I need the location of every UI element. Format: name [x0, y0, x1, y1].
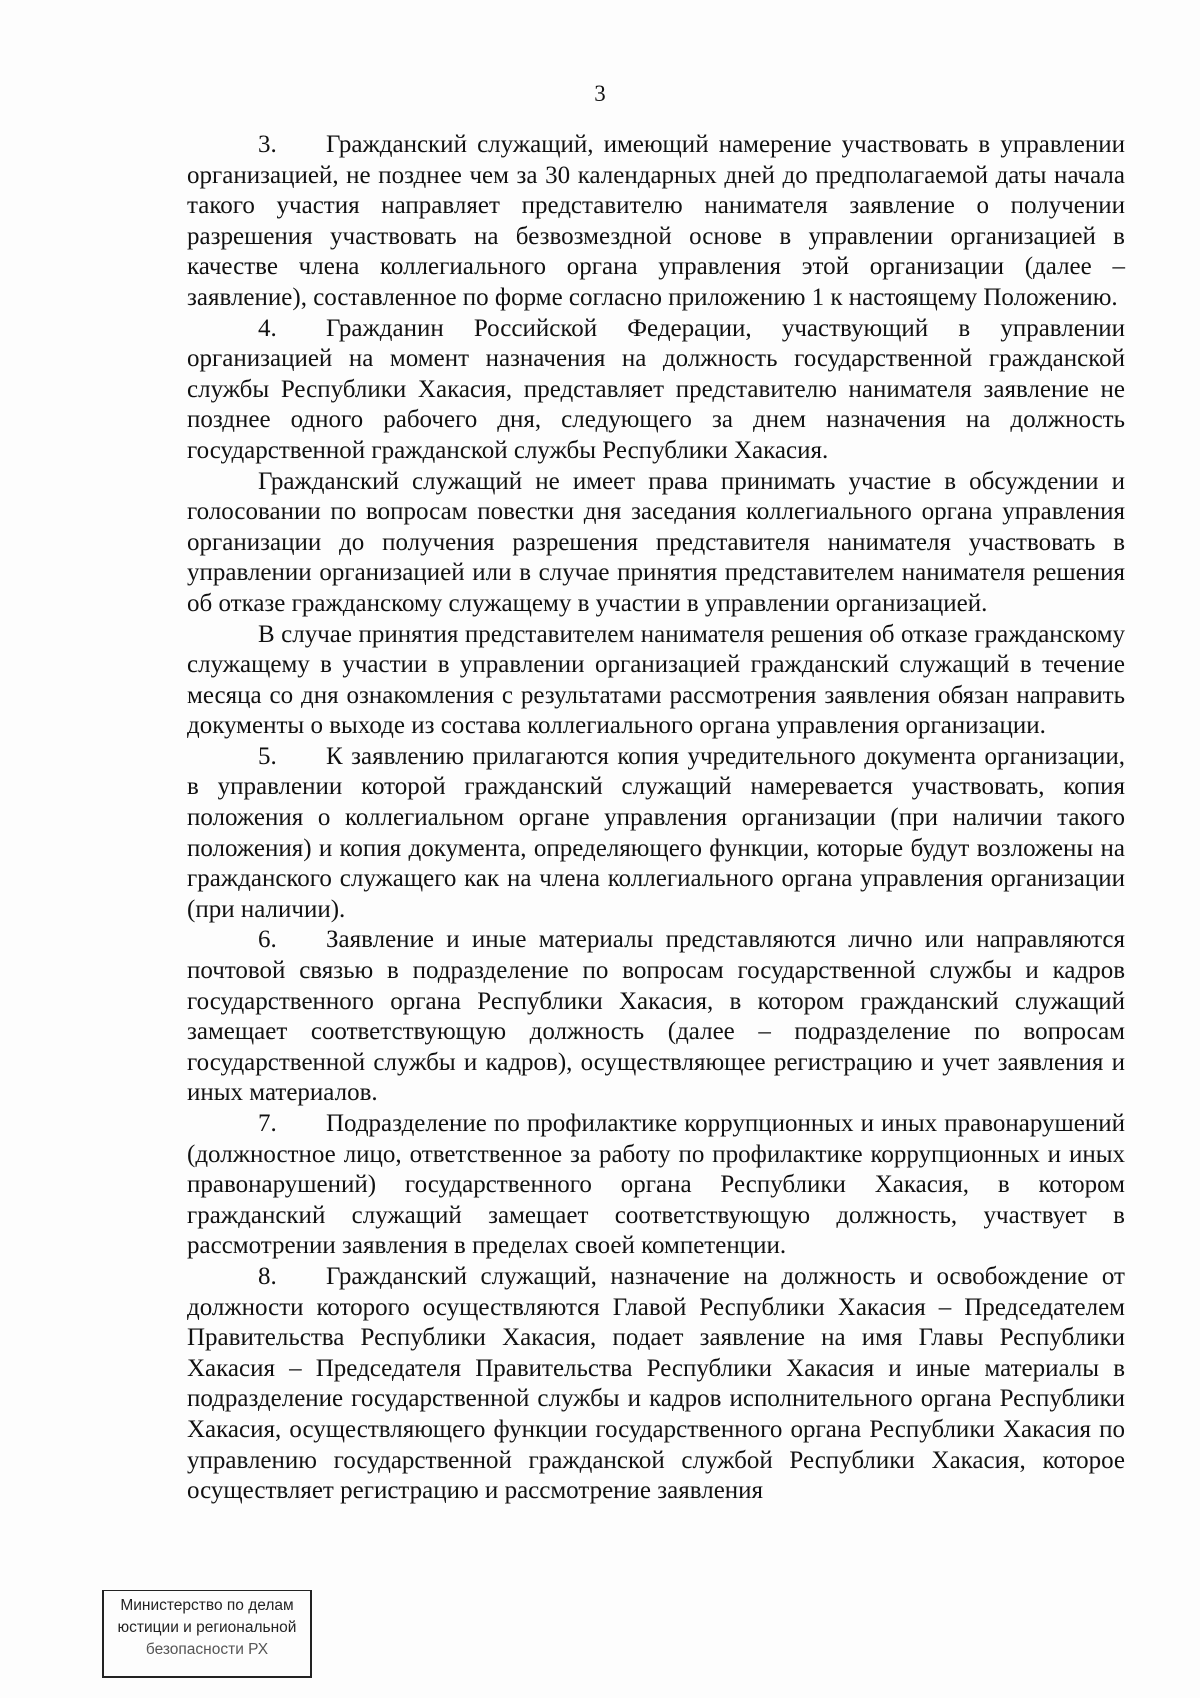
paragraph-text: К заявлению прилагаются копия учредительного документа организации, в управлении которой гражданский служащий намеревается участвовать, копия положения о коллегиальном органе управления организации (при наличии такого положения) и копия документа, определяющего функции, которые будут возложены на гражданского служащего как на члена коллегиального органа управления организации (при наличии).	[187, 742, 1125, 923]
paragraph-8	[187, 1262, 1125, 1507]
document-body	[187, 130, 1125, 1507]
paragraph-4-continued-1	[187, 467, 1125, 620]
paragraph-7	[187, 1109, 1125, 1262]
clause-number: 5.	[258, 742, 277, 770]
paragraph-6	[187, 925, 1125, 1109]
paragraph-4	[187, 314, 1125, 467]
clause-number: 8.	[258, 1262, 277, 1290]
paragraph-text: Гражданский служащий не имеет права принимать участие в обсуждении и голосовании по вопросам повестки дня заседания коллегиального органа управления организации до получения разрешения представителя нанимателя участвовать в управлении организацией или в случае принятия представителем нанимателя решения об отказе гражданскому служащему в участии в управлении организацией.	[187, 467, 1125, 617]
clause-number: 6.	[258, 926, 277, 954]
paragraph-4-continued-2	[187, 620, 1125, 742]
paragraph-text: Гражданин Российской Федерации, участвующий в управлении организацией на момент назначения на должность государственной гражданской службы Республики Хакасия, представляет представителю нанимателя заявление не позднее одного рабочего дня, следующего за днем назначения на должность государственной гражданской службы Республики Хакасия.	[187, 314, 1125, 464]
paragraph-3	[187, 130, 1125, 314]
stamp-line-3: безопасности РХ	[145, 1641, 269, 1658]
paragraph-text: Подразделение по профилактике коррупционных и иных правонарушений (должностное лицо, ответственное за работу по профилактике коррупционных и иных правонарушений) государственного органа Республики Хакасия, в котором гражданский служащий замещает соответствующую должность, участвует в рассмотрении заявления в пределах своей компетенции.	[187, 1110, 1125, 1260]
clause-number: 3.	[258, 131, 277, 158]
stamp-line-2: юстиции и региональной	[117, 1619, 297, 1636]
paragraph-5	[187, 742, 1125, 926]
stamp-line-1: Министерство по делам	[120, 1597, 294, 1614]
paragraph-text: Гражданский служащий, назначение на должность и освобождение от должности которого осуществляются Главой Республики Хакасия – Председателем Правительства Республики Хакасия, подает заявление на имя Главы Республики Хакасия – Председателя Правительства Республики Хакасия и иные материалы в подразделение государственной службы и кадров исполнительного органа Республики Хакасия, осуществляющего функции государственного органа Республики Хакасия по управлению государственной гражданской службой Республики Хакасия, которое осуществляет регистрацию и рассмотрение заявления	[187, 1262, 1125, 1505]
ministry-stamp	[102, 1590, 312, 1678]
paragraph-text: В случае принятия представителем нанимателя решения об отказе гражданскому служащему в участии в управлении организацией гражданский служащий в течение месяца со дня ознакомления с результатами рассмотрения заявления обязан направить документы о выходе из состава коллегиального органа управления организации.	[187, 620, 1125, 740]
paragraph-text: Гражданский служащий, имеющий намерение участвовать в управлении организацией, не позднее чем за 30 календарных дней до предполагаемой даты начала такого участия направляет представителю нанимателя заявление о получении разрешения участвовать на безвозмездной основе в управлении организацией в качестве члена коллегиального органа управления этой организации (далее – заявление), составленное по форме согласно приложению 1 к настоящему Положению.	[187, 131, 1125, 311]
clause-number: 4.	[258, 314, 277, 342]
clause-number: 7.	[258, 1110, 277, 1137]
paragraph-text: Заявление и иные материалы представляются лично или направляются почтовой связью в подразделение по вопросам государственной службы и кадров государственного органа Республики Хакасия, в котором гражданский служащий замещает соответствующую должность (далее – подразделение по вопросам государственной службы и кадров), осуществляющее регистрацию и учет заявления и иных материалов.	[187, 926, 1125, 1107]
page-number: 3	[594, 81, 606, 106]
